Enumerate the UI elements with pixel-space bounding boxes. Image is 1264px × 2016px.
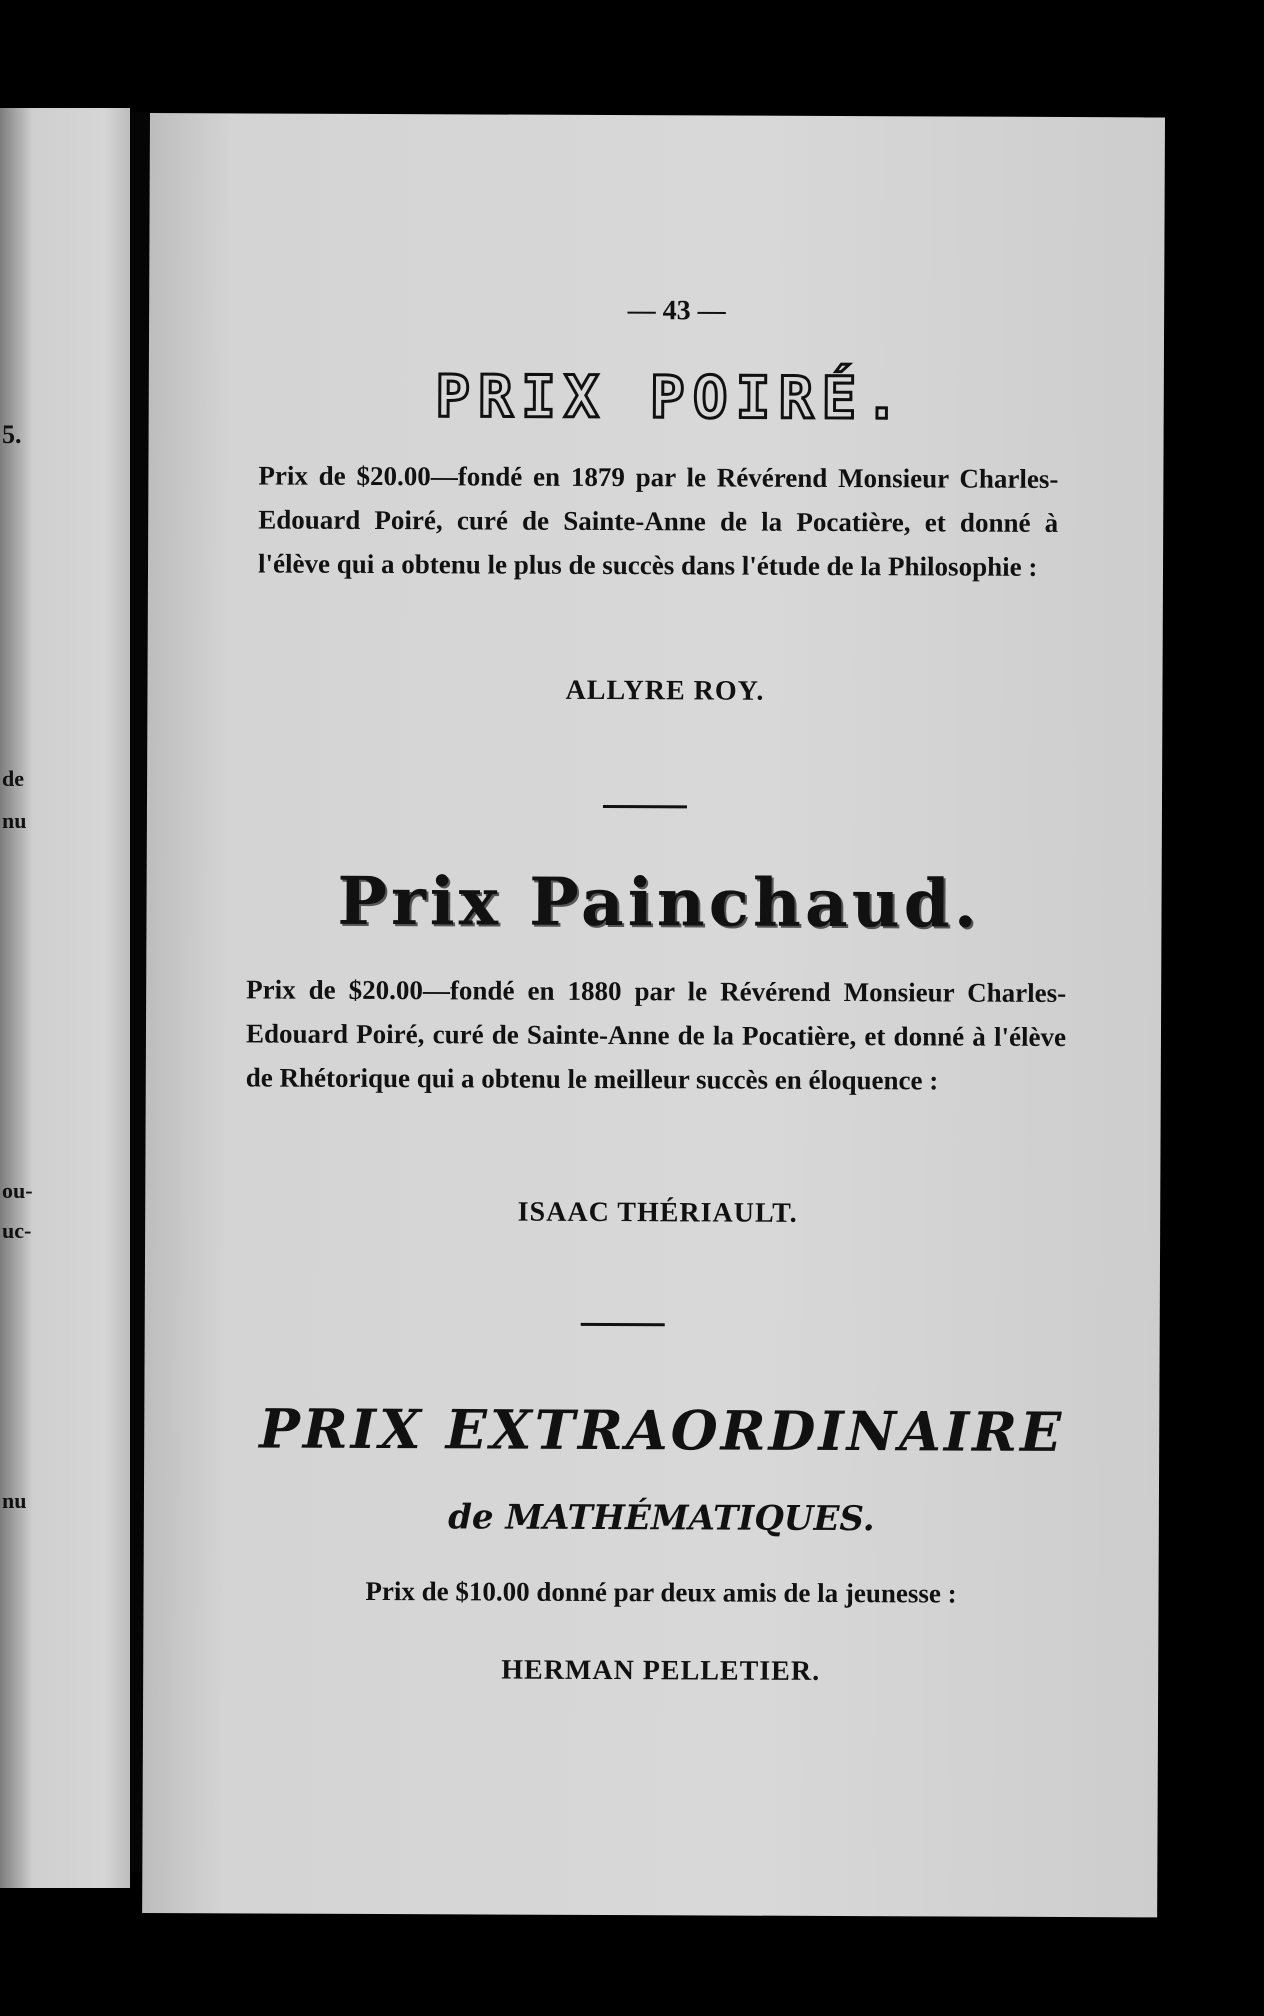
page-content <box>142 113 1165 1917</box>
left-page-edge <box>0 108 130 1888</box>
prix-extraordinaire-title: PRIX EXTRAORDINAIRE <box>259 1396 1065 1465</box>
page-number: — 43 — <box>627 295 726 327</box>
left-edge-fragment: nu <box>2 808 27 833</box>
left-edge-fragment: de <box>2 766 24 791</box>
prix-painchaud-title: Prix Painchaud. <box>337 861 981 943</box>
prix-painchaud-text: Prix de $20.00—fondé en 1880 par le Révérend Monsieur Charles-Edouard Poiré, curé de Sainte-Anne de la Pocatière, et donné à l'élève de Rhétorique qui a obtenu le meilleur succès en éloquence : <box>245 974 1067 1096</box>
prix-poire-winner: ALLYRE ROY. <box>565 674 765 707</box>
right-page <box>142 113 1165 1917</box>
prix-extraordinaire-winner: HERMAN PELLETIER. <box>501 1654 821 1687</box>
left-edge-fragment: uc- <box>2 1218 32 1243</box>
prix-poire-text: Prix de $20.00—fondé en 1879 par le Révérend Monsieur Charles-Edouard Poiré, curé de Sainte-Anne de la Pocatière, et donné à l'élève qui a obtenu le plus de succès dans l'étude de la Philosophie : <box>257 460 1059 582</box>
left-edge-fragment: nu <box>2 1488 27 1513</box>
left-edge-fragment: 5. <box>2 420 22 449</box>
prix-painchaud-winner: ISAAC THÉRIAULT. <box>517 1196 798 1229</box>
section-divider-rule <box>581 1323 665 1326</box>
left-edge-fragment: ou- <box>2 1178 33 1203</box>
section-divider-rule <box>603 805 687 808</box>
prix-extraordinaire-text: Prix de $10.00 donné par deux amis de la jeunesse : <box>365 1575 957 1609</box>
prix-extraordinaire-subtitle: de MATHÉMATIQUES. <box>448 1497 875 1540</box>
prix-poire-title: PRIX POIRÉ. <box>435 362 908 433</box>
